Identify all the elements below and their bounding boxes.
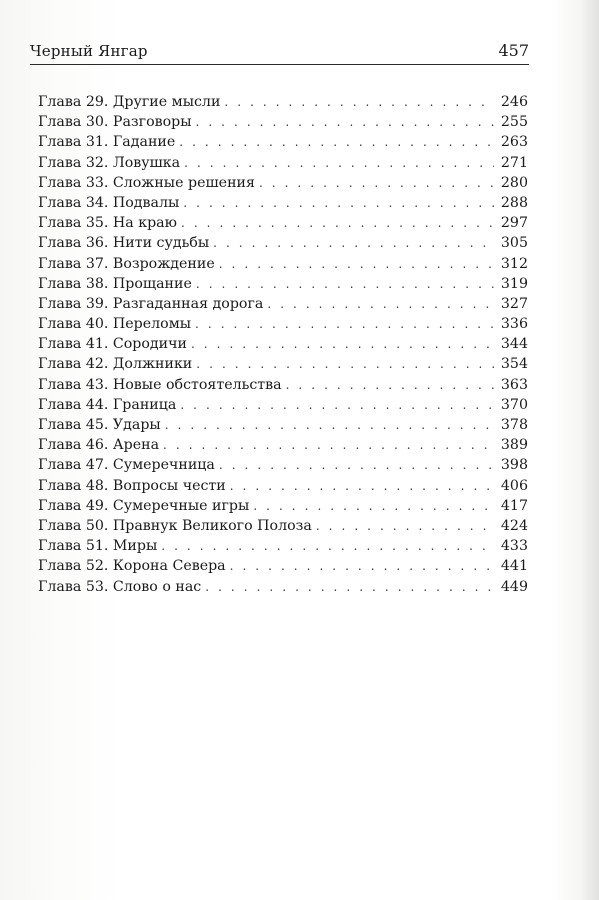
toc-entry — [38, 334, 528, 354]
toc-entry-page: 319 — [500, 275, 528, 292]
toc-entry-page: 389 — [500, 437, 528, 454]
toc-entry-title: Глава 52. Корона Севера — [38, 558, 226, 575]
toc-leader-dots — [184, 153, 494, 173]
toc-leader-dots — [165, 415, 494, 435]
toc-entry-page: 370 — [500, 396, 528, 413]
toc-entry-title: Глава 34. Подвалы — [38, 194, 180, 211]
toc-leader-dots — [224, 92, 494, 112]
toc-entry — [38, 577, 528, 597]
page-number: 457 — [498, 41, 529, 60]
toc-entry — [38, 536, 528, 556]
toc-leader-dots — [259, 173, 494, 193]
toc-entry-page: 255 — [500, 114, 528, 131]
toc-entry-title: Глава 42. Должники — [38, 356, 193, 373]
toc-entry — [38, 132, 528, 152]
toc-entry — [38, 395, 528, 415]
toc-leader-dots — [196, 354, 494, 374]
toc-entry-page: 271 — [500, 154, 528, 171]
toc-leader-dots — [219, 254, 494, 274]
toc-entry-title: Глава 31. Гадание — [38, 134, 176, 151]
toc-leader-dots — [213, 233, 494, 253]
toc-entry-title: Глава 38. Прощание — [38, 275, 192, 292]
toc-entry — [38, 193, 528, 213]
toc-entry-title: Глава 41. Сородичи — [38, 336, 187, 353]
toc-entry — [38, 294, 528, 314]
toc-entry-title: Глава 36. Нити судьбы — [38, 235, 210, 252]
toc-entry-title: Глава 51. Миры — [38, 538, 158, 555]
toc-leader-dots — [191, 334, 494, 354]
toc-leader-dots — [286, 375, 494, 395]
toc-entry-page: 297 — [500, 215, 528, 232]
toc-entry-title: Глава 37. Возрождение — [38, 255, 215, 272]
page-edge-shadow — [581, 0, 599, 900]
toc-entry-title: Глава 53. Слово о нас — [38, 578, 202, 595]
toc-leader-dots — [253, 496, 494, 516]
toc-entry-title: Глава 49. Сумеречные игры — [38, 497, 250, 514]
toc-entry — [38, 254, 528, 274]
toc-leader-dots — [163, 435, 494, 455]
toc-entry-page: 327 — [500, 295, 528, 312]
toc-leader-dots — [196, 112, 494, 132]
toc-entry — [38, 173, 528, 193]
toc-entry-title: Глава 45. Удары — [38, 417, 161, 433]
toc-entry-page: 344 — [500, 336, 528, 353]
toc-entry — [38, 516, 528, 536]
toc-entry — [38, 314, 528, 334]
toc-entry-page: 263 — [500, 134, 528, 151]
toc-leader-dots — [196, 274, 494, 294]
toc-entry-title: Глава 40. Переломы — [38, 316, 192, 333]
toc-entry-title: Глава 48. Вопросы чести — [38, 477, 226, 494]
toc-entry — [38, 435, 528, 455]
toc-entry-page: 417 — [500, 497, 528, 514]
toc-entry-page: 398 — [500, 457, 528, 474]
toc-entry-title: Глава 33. Сложные решения — [38, 174, 255, 191]
running-header — [30, 36, 529, 65]
toc-entry-page: 312 — [500, 255, 528, 272]
toc-entry — [38, 213, 528, 233]
toc-entry-page: 336 — [500, 316, 528, 333]
toc-entry — [38, 476, 528, 496]
toc-leader-dots — [230, 476, 494, 496]
toc-entry — [38, 112, 528, 132]
toc-entry-page: 433 — [500, 538, 528, 555]
toc-entry-page: 449 — [500, 578, 528, 595]
toc-entry-page: 305 — [500, 235, 528, 252]
toc-entry-title: Глава 35. На краю — [38, 215, 177, 232]
toc-leader-dots — [267, 294, 494, 314]
toc-entry-page: 424 — [500, 517, 528, 534]
toc-entry-title: Глава 46. Арена — [38, 437, 160, 454]
toc-entry-title: Глава 32. Ловушка — [38, 154, 181, 171]
toc-entry-page: 378 — [500, 417, 528, 433]
toc-leader-dots — [195, 314, 494, 334]
toc-leader-dots — [219, 455, 494, 475]
table-of-contents — [38, 92, 528, 597]
toc-entry-title: Глава 30. Разговоры — [38, 114, 192, 131]
toc-entry-title: Глава 43. Новые обстоятельства — [38, 376, 282, 393]
toc-entry — [38, 354, 528, 374]
toc-entry-page: 406 — [500, 477, 528, 494]
toc-entry — [38, 496, 528, 516]
toc-entry-title: Глава 50. Правнук Великого Полоза — [38, 517, 312, 534]
toc-entry — [38, 415, 528, 435]
toc-entry — [38, 556, 528, 576]
toc-entry-page: 354 — [500, 356, 528, 373]
toc-entry-title: Глава 47. Сумеречница — [38, 457, 215, 474]
toc-leader-dots — [181, 213, 494, 233]
toc-entry-page: 363 — [500, 376, 528, 393]
toc-entry-title: Глава 44. Граница — [38, 396, 177, 413]
toc-entry-page: 280 — [500, 174, 528, 191]
toc-leader-dots — [183, 193, 494, 213]
running-title: Черный Янгар — [30, 42, 148, 60]
toc-leader-dots — [161, 536, 494, 556]
toc-leader-dots — [180, 395, 494, 415]
toc-entry — [38, 455, 528, 475]
toc-entry — [38, 274, 528, 294]
toc-leader-dots — [316, 516, 494, 536]
toc-entry-page: 288 — [500, 194, 528, 211]
toc-entry — [38, 153, 528, 173]
toc-leader-dots — [205, 577, 494, 597]
toc-entry — [38, 233, 528, 253]
toc-entry-title: Глава 29. Другие мысли — [38, 94, 221, 110]
toc-leader-dots — [230, 556, 494, 576]
toc-leader-dots — [179, 132, 494, 152]
toc-entry — [38, 92, 528, 112]
toc-entry-title: Глава 39. Разгаданная дорога — [38, 295, 264, 312]
toc-entry-page: 441 — [500, 558, 528, 575]
toc-entry-page: 246 — [500, 94, 528, 110]
toc-entry — [38, 375, 528, 395]
